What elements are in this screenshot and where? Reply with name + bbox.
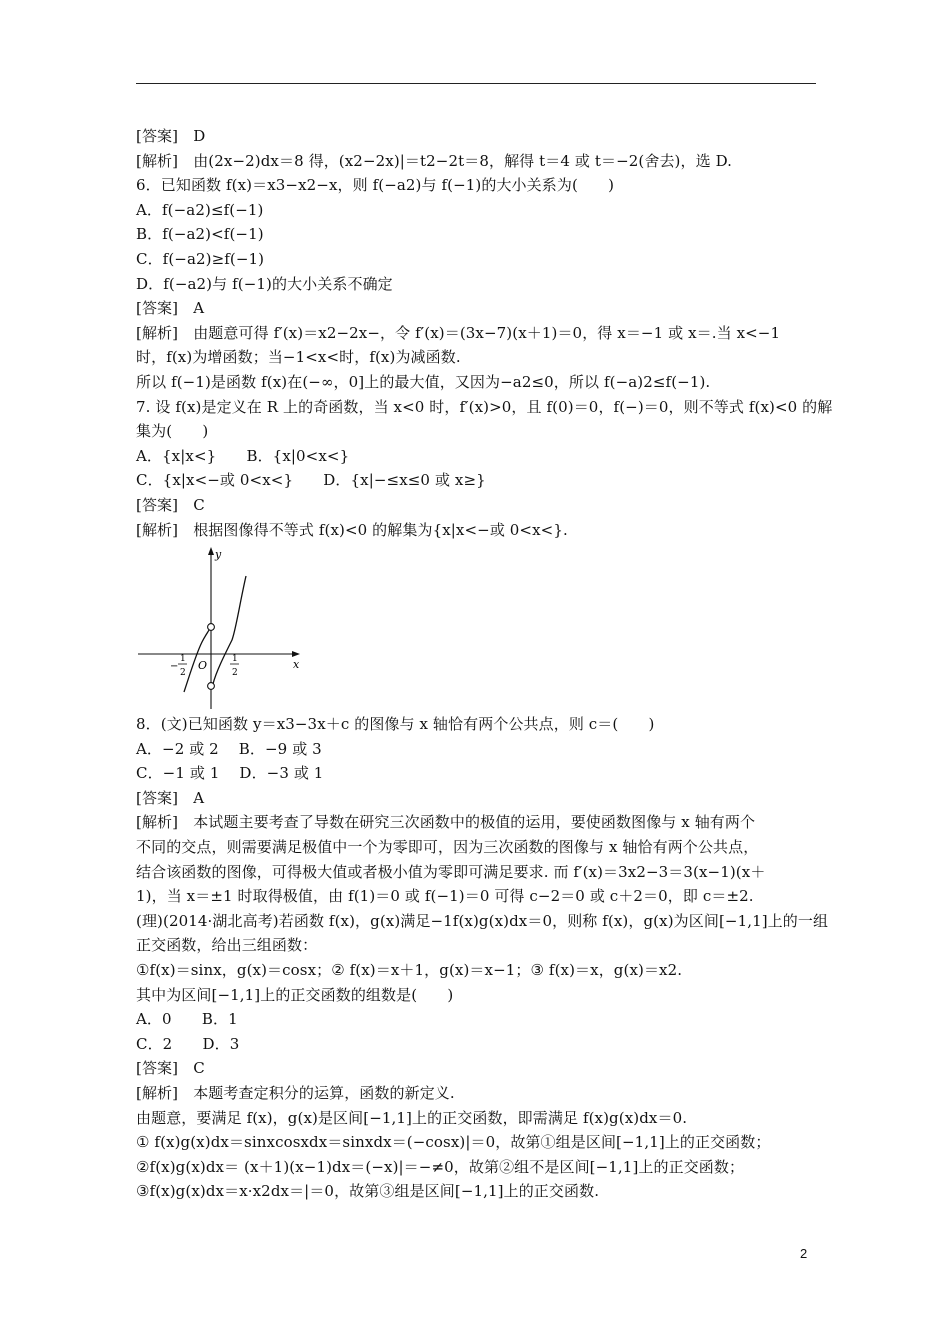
question-8: 8．(文)已知函数 y＝x3−3x＋c 的图像与 x 轴恰有两个公共点，则 c＝( ) [136,715,655,734]
text-line: 1)，当 x＝±1 时取得极值，由 f(1)＝0 或 f(−1)＝0 可得 c−2＝0 或 c＋2＝0，即 c＝±2. [136,887,754,906]
option-a: A．f(−a2)≤f(−1) [136,200,264,219]
text-line: [解析] 由题意可得 f′(x)＝x2−2x−，令 f′(x)＝(3x−7)(x＋1)＝0，得 x＝−1 或 x＝.当 x<−1 [136,323,781,342]
option-c: C．f(−a2)≥f(−1) [136,249,265,268]
question-6: 6．已知函数 f(x)＝x3−x2−x，则 f(−a2)与 f(−1)的大小关系为( ) [136,176,615,195]
origin-label: O [198,659,208,673]
open-point-top [208,624,215,631]
text-line: [解析] 根据图像得不等式 f(x)<0 的解集为{x|x<−或 0<x<}. [136,520,568,539]
open-point-bottom [208,683,215,690]
options-row: A．{x|x<} B．{x|0<x<} [136,446,350,465]
text-line: 结合该函数的图像，可得极大值或者极小值为零即可满足要求. 而 f′(x)＝3x2−3＝3(x−1)(x＋ [136,862,766,881]
x-label: x [293,658,300,672]
text-line: ②f(x)g(x)dx＝ (x＋1)(x−1)dx＝(−x)|＝−≠0，故第②组不是区间[−1,1]上的正交函数； [136,1157,745,1176]
text-line: 由题意，要满足 f(x)，g(x)是区间[−1,1]上的正交函数，即需满足 f(x)g(x)dx＝0. [136,1108,688,1127]
graph-svg [136,544,316,712]
text-line: [解析] 由(2x−2)dx＝8 得，(x2−2x)|＝t2−2t＝8，解得 t＝4 或 t＝−2(舍去)，选 D. [136,151,733,170]
answer-label: [答案] A [136,299,205,318]
text-line: [答案] D [136,127,206,145]
y-label: y [215,548,222,562]
options-row: A．−2 或 2 B．−9 或 3 [136,739,322,758]
header-rule [136,83,816,84]
text-line: ① f(x)g(x)dx＝sinxcosxdx＝sinxdx＝(−cosx)|＝0，故第①组是区间[−1,1]上的正交函数； [136,1133,771,1152]
curve-right [213,576,246,684]
y-axis-arrow [208,547,214,555]
function-graph [136,542,826,712]
x-axis-arrow [292,651,300,657]
options-row: A．0 B．1 [136,1010,238,1029]
text-line: [解析] 本题考查定积分的运算，函数的新定义. [136,1084,455,1102]
text-line: [解析] 本试题主要考查了导数在研究三次函数中的极值的运用，要使函数图像与 x 轴有两个 [136,813,756,832]
neg-tick-den: 2 [180,668,186,679]
pos-tick-den: 2 [232,668,238,679]
text-line: ③f(x)g(x)dx＝x·x2dx＝|＝0，故第③组是区间[−1,1]上的正交函数. [136,1182,600,1201]
options-row: C．2 D．3 [136,1034,240,1053]
text-line: 集为( ) [136,422,209,441]
text-line: 正交函数，给出三组函数： [136,936,318,955]
text-line: ①f(x)＝sinx，g(x)＝cosx；② f(x)＝x＋1，g(x)＝x−1；③ f(x)＝x，g(x)＝x2. [136,961,683,980]
options-row: C．{x|x<−或 0<x<} D．{x|−≤x≤0 或 x≥} [136,471,486,490]
question-7: 7. 设 f(x)是定义在 R 上的奇函数，当 x<0 时，f′(x)>0，且 f(0)＝0，f(−)＝0，则不等式 f(x)<0 的解 [136,397,833,416]
neg-tick-num: 1 [180,654,186,665]
text-line: 其中为区间[−1,1]上的正交函数的组数是( ) [136,985,454,1004]
neg-tick-sign: − [170,661,179,673]
answer-label: [答案] A [136,788,205,807]
text-line: 不同的交点，则需要满足极值中一个为零即可，因为三次函数的图像与 x 轴恰有两个公共点， [136,838,759,857]
text-line: (理)(2014·湖北高考)若函数 f(x)，g(x)满足−1f(x)g(x)dx＝0，则称 f(x)，g(x)为区间[−1,1]上的一组 [136,911,829,930]
option-d: D．f(−a2)与 f(−1)的大小关系不确定 [136,274,393,293]
answer-label: [答案] C [136,495,205,514]
text-line: 时，f(x)为增函数；当−1<x<时，f(x)为减函数. [136,348,461,367]
page-content [136,124,833,1204]
answer-label: [答案] C [136,1059,205,1078]
page-number: 2 [800,1246,808,1261]
options-row: C．−1 或 1 D．−3 或 1 [136,764,324,783]
pos-tick-num: 1 [232,654,238,665]
option-b: B．f(−a2)<f(−1) [136,225,264,244]
text-line: 所以 f(−1)是函数 f(x)在(−∞，0]上的最大值，又因为−a2≤0，所以 f(−a)2≤f(−1). [136,372,711,391]
